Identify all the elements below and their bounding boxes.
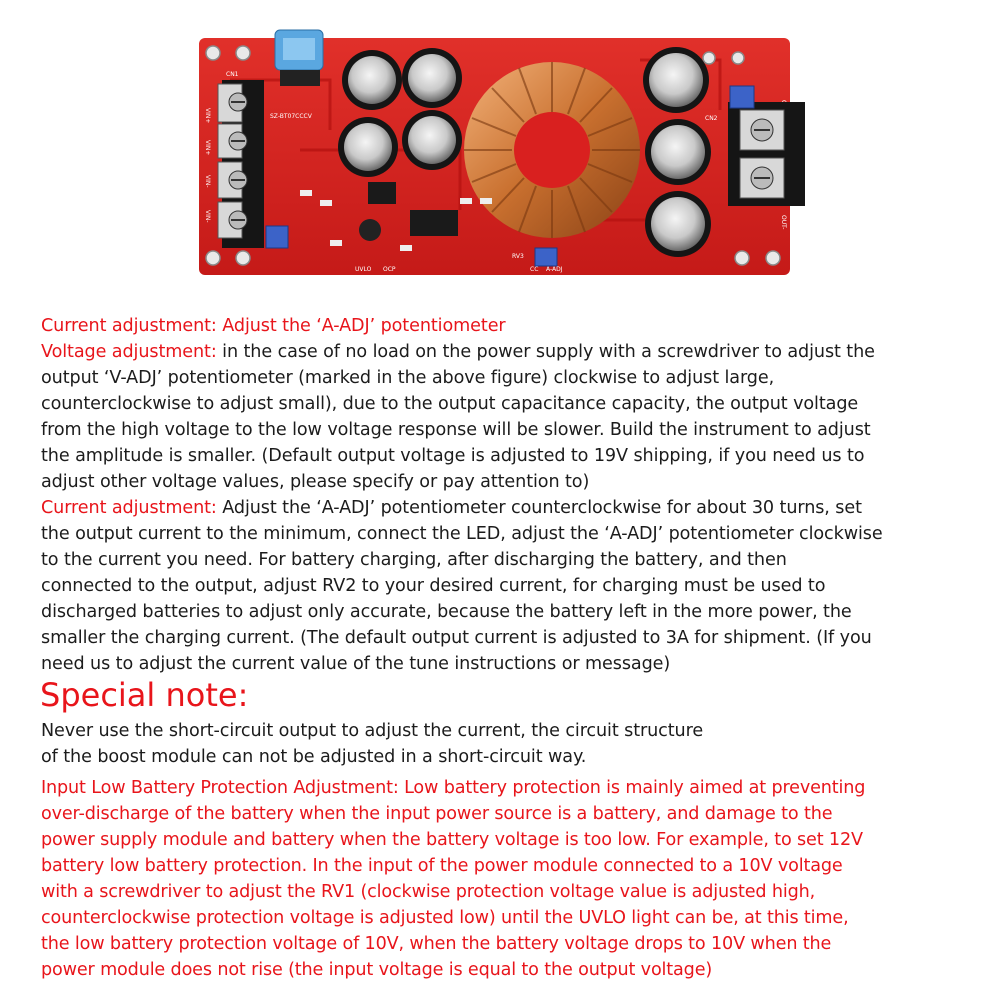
label-uvlo: UVLO bbox=[355, 266, 372, 273]
current-line-3: to the current you need. For battery charging, after discharging the battery, and then bbox=[41, 550, 787, 570]
voltage-line-5: the amplitude is smaller. (Default output voltage is adjusted to 19V shipping, if you need us to bbox=[41, 446, 865, 466]
special-line-2: of the boost module can not be adjusted in a short-circuit way. bbox=[41, 747, 587, 767]
current-line-1-rest: Adjust the ‘A-ADJ’ potentiometer counterclockwise for about 30 turns, set bbox=[216, 498, 862, 518]
label-cn2: CN2 bbox=[705, 115, 718, 122]
label-vin-minus-1: VIN- bbox=[204, 175, 211, 188]
label-vin-minus-2: VIN- bbox=[204, 210, 211, 223]
label-cc: CC bbox=[530, 266, 539, 273]
uvlo-line-8: power module does not rise (the input voltage is equal to the output voltage) bbox=[41, 960, 713, 980]
label-ocp: OCP bbox=[383, 266, 396, 273]
current-line-6: smaller the charging current. (The default output current is adjusted to 3A for shipment. (If you bbox=[41, 628, 872, 648]
label-cn1: CN1 bbox=[226, 71, 239, 78]
voltage-line-6: adjust other voltage values, please specify or pay attention to) bbox=[41, 472, 590, 492]
current-adjustment-paragraph bbox=[41, 495, 883, 677]
current-line-5: discharged batteries to adjust only accurate, because the battery left in the more power, the bbox=[41, 602, 852, 622]
uvlo-line-7: the low battery protection voltage of 10V, when the battery voltage drops to 10V when the bbox=[41, 934, 832, 954]
fuse bbox=[275, 30, 323, 86]
current-line-7: need us to adjust the current value of the tune instructions or message) bbox=[41, 654, 671, 674]
label-model: SZ-BT07CCCV bbox=[270, 113, 312, 120]
label-rv3: RV3 bbox=[512, 253, 524, 260]
voltage-line-3: counterclockwise to adjust small), due to the output capacitance capacity, the output voltage bbox=[41, 394, 859, 414]
uvlo-line-3: power supply module and battery when the battery voltage is too low. For example, to set 12V bbox=[41, 830, 863, 850]
uvlo-paragraph bbox=[41, 775, 865, 983]
current-line-2: the output current to the minimum, connect the LED, adjust the ‘A-ADJ’ potentiometer clockwise bbox=[41, 524, 883, 544]
label-vin-plus-2: VIN+ bbox=[204, 140, 211, 156]
voltage-adjustment-paragraph bbox=[41, 339, 875, 495]
boost-converter-board bbox=[0, 0, 1000, 300]
output-terminal-block bbox=[728, 102, 805, 206]
input-terminal-block bbox=[218, 80, 264, 248]
voltage-line-4: from the high voltage to the low voltage response will be slower. Build the instrument to adjust bbox=[41, 420, 871, 440]
uvlo-line-6: counterclockwise protection voltage is adjusted low) until the UVLO light can be, at this time, bbox=[41, 908, 849, 928]
label-out-minus: OUT- bbox=[780, 215, 787, 230]
label-a-adj: A-ADJ bbox=[546, 266, 563, 273]
special-line-1: Never use the short-circuit output to adjust the current, the circuit structure bbox=[41, 721, 704, 741]
special-note-heading: Special note: bbox=[40, 676, 249, 714]
output-capacitors bbox=[643, 47, 711, 257]
label-vin-plus-1: VIN+ bbox=[204, 108, 211, 124]
product-photo bbox=[0, 0, 1000, 300]
uvlo-line-1: Input Low Battery Protection Adjustment: Low battery protection is mainly aimed at preventing bbox=[41, 778, 866, 798]
voltage-line-1-rest: in the case of no load on the power supply with a screwdriver to adjust the bbox=[216, 342, 875, 362]
uvlo-line-2: over-discharge of the battery when the input power source is a battery, and damage to the bbox=[41, 804, 833, 824]
voltage-adjustment-label: Voltage adjustment: bbox=[41, 342, 217, 362]
current-adjustment-label: Current adjustment: bbox=[41, 498, 217, 518]
current-line-4: connected to the output, adjust RV2 to your desired current, for charging must be used to bbox=[41, 576, 826, 596]
current-adjustment-line-1: Current adjustment: Adjust the ‘A-ADJ’ potentiometer bbox=[41, 316, 506, 336]
uvlo-line-4: battery low battery protection. In the input of the power module connected to a 10V voltage bbox=[41, 856, 843, 876]
uvlo-line-5: with a screwdriver to adjust the RV1 (clockwise protection voltage value is adjusted high, bbox=[41, 882, 816, 902]
special-note-paragraph bbox=[41, 718, 703, 770]
toroid-inductor bbox=[464, 62, 640, 238]
voltage-line-2: output ‘V-ADJ’ potentiometer (marked in the above figure) clockwise to adjust large, bbox=[41, 368, 775, 388]
